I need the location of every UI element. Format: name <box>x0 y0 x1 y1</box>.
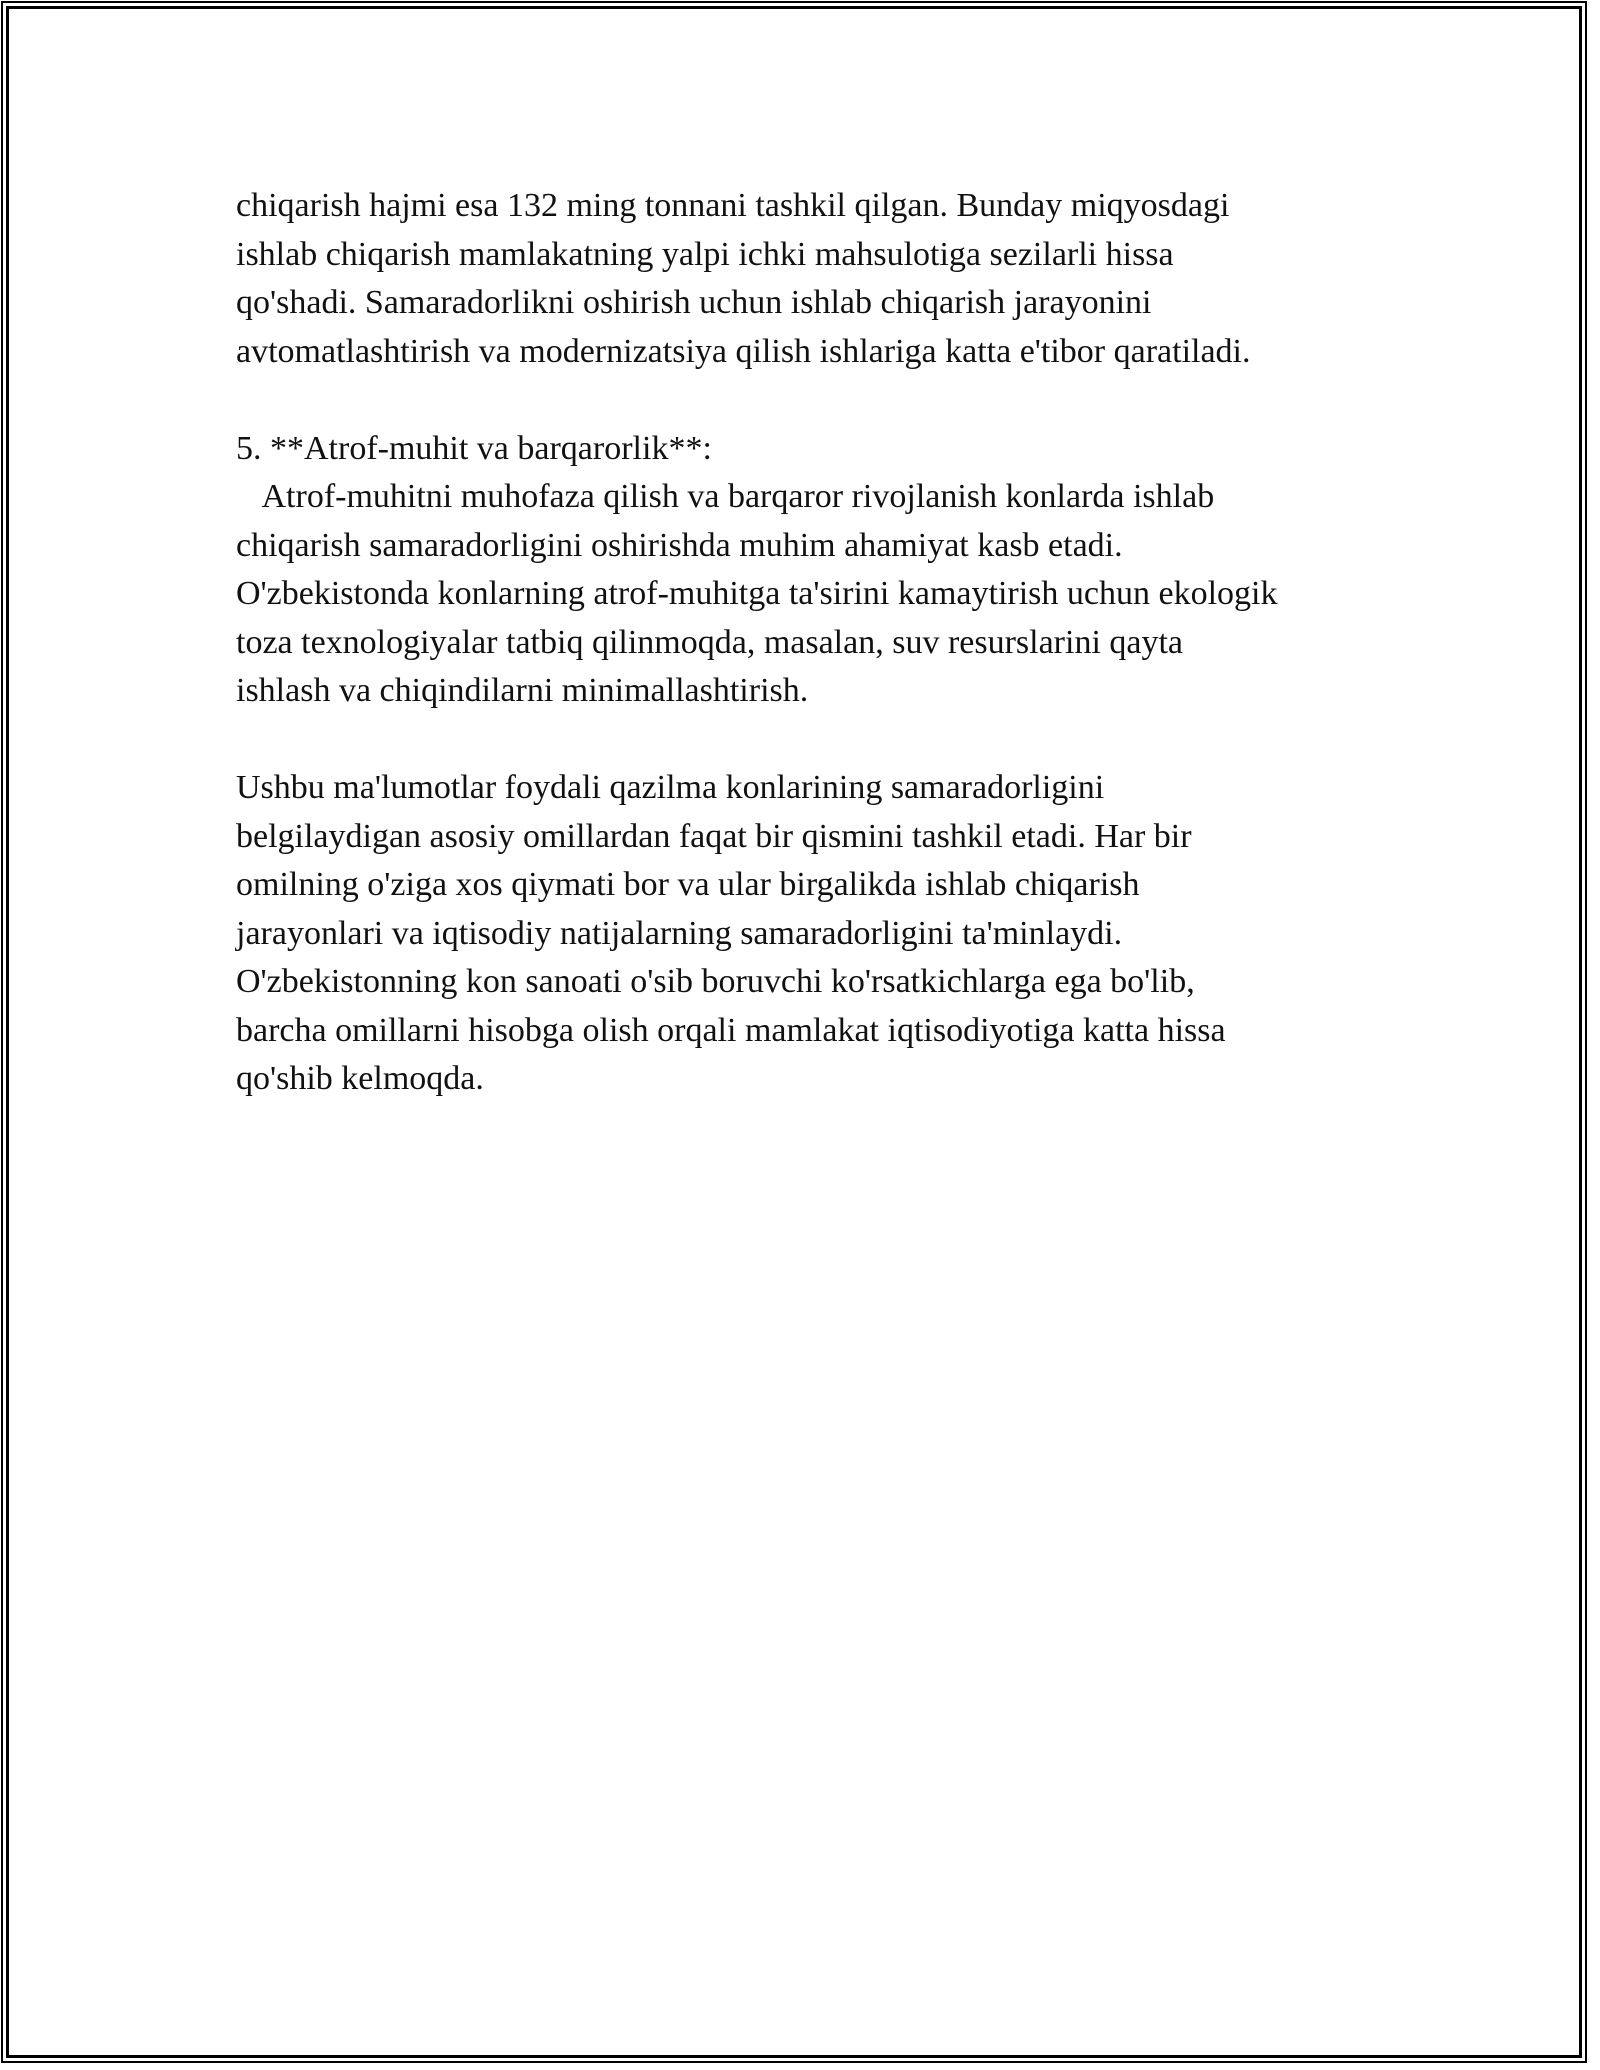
paragraph-production-volume: chiqarish hajmi esa 132 ming tonnani tashkil qilgan. Bunday miqyosdagi ishlab chiqarish mamlakatning yalpi ichki mahsulotiga sezilarli hissa qo'shadi. Samaradorlikni oshirish uchun ishlab chiqarish jarayonini avtomatlashtirish va modernizatsiya qilish ishlariga katta e'tibor qaratiladi. <box>236 187 1251 370</box>
document-body <box>236 182 1386 1104</box>
section-heading-environment: 5. **Atrof-muhit va barqarorlik**: <box>236 429 712 467</box>
paragraph-environment: Atrof-muhitni muhofaza qilish va barqaror rivojlanish konlarda ishlab chiqarish samaradorligini oshirishda muhim ahamiyat kasb etadi. O'zbekistonda konlarning atrof-muhitga ta'sirini kamaytirish uchun ekologik toza texnologiyalar tatbiq qilinmoqda, masalan, suv resurslarini qayta ishlash va chiqindilarni minimallashtirish. <box>236 478 1278 709</box>
paragraph-conclusion: Ushbu ma'lumotlar foydali qazilma konlarining samaradorligini belgilaydigan asosiy omillardan faqat bir qismini tashkil etadi. Har bir omilning o'ziga xos qiymati bor va ular birgalikda ishlab chiqarish jarayonlari va iqtisodiy natijalarning samaradorligini ta'minlaydi. O'zbekistonning kon sanoati o'sib boruvchi ko'rsatkichlarga ega bo'lib, barcha omillarni hisobga olish orqali mamlakat iqtisodiyotiga katta hissa qo'shib kelmoqda. <box>236 769 1226 1097</box>
paragraph-spacer <box>236 716 1386 765</box>
paragraph-spacer <box>236 376 1386 425</box>
